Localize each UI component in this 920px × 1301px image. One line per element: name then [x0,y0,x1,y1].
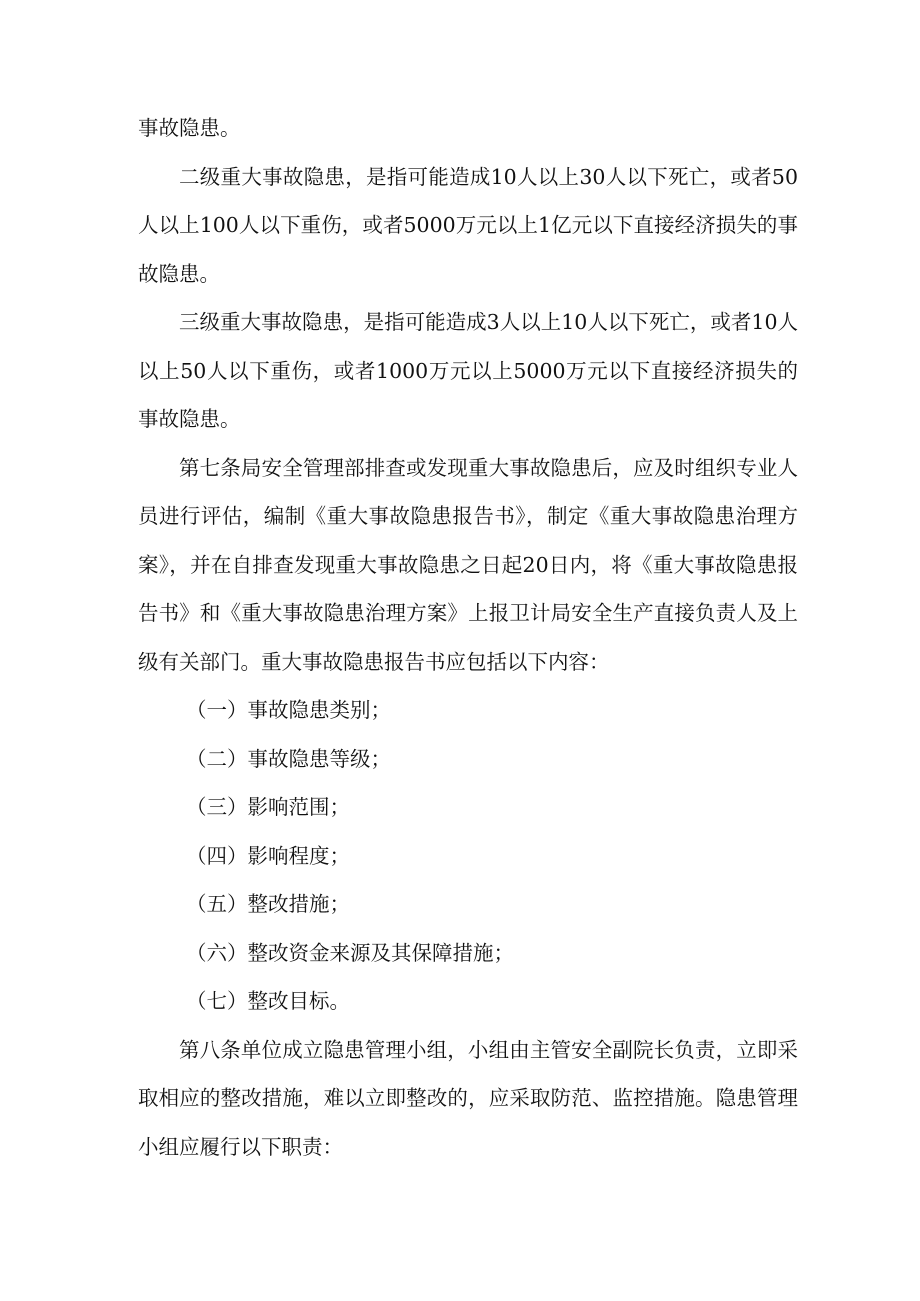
list-item: （四）影响程度； [186,843,350,868]
report-contents-list [138,686,798,1026]
document-body [138,104,798,1171]
list-item: （七）整改目标。 [186,989,350,1013]
list-item: （六）整改资金来源及其保障措施； [186,940,514,965]
list-item: （二）事故隐患等级； [186,746,391,771]
paragraph-continuation: 事故隐患。 [138,116,241,140]
paragraph-article-7: 第七条局安全管理部排查或发现重大事故隐患后，应及时组织专业人员进行评估，编制《重大事故隐患报告书》，制定《重大事故隐患治理方案》，并在自排查发现重大事故隐患之日起20日内，将《重大事故隐患报告书》和《重大事故隐患治理方案》上报卫计局安全生产直接负责人及上级有关部门。重大事故隐患报告书应包括以下内容： [138,455,798,674]
paragraph-level3-hazard: 三级重大事故隐患，是指可能造成3人以上10人以下死亡，或者10人以上50人以下重伤，或者1000万元以上5000万元以下直接经济损失的事故隐患。 [138,310,798,431]
paragraph-level2-hazard: 二级重大事故隐患，是指可能造成10人以上30人以下死亡，或者50人以上100人以下重伤，或者5000万元以上1亿元以下直接经济损失的事故隐患。 [138,164,798,286]
list-item: （五）整改措施； [186,892,350,916]
paragraph-article-8: 第八条单位成立隐患管理小组，小组由主管安全副院长负责，立即采取相应的整改措施，难以立即整改的，应采取防范、监控措施。隐患管理小组应履行以下职责： [138,1037,798,1159]
list-item: （三）影响范围； [186,795,350,819]
list-item: （一）事故隐患类别； [186,698,391,722]
